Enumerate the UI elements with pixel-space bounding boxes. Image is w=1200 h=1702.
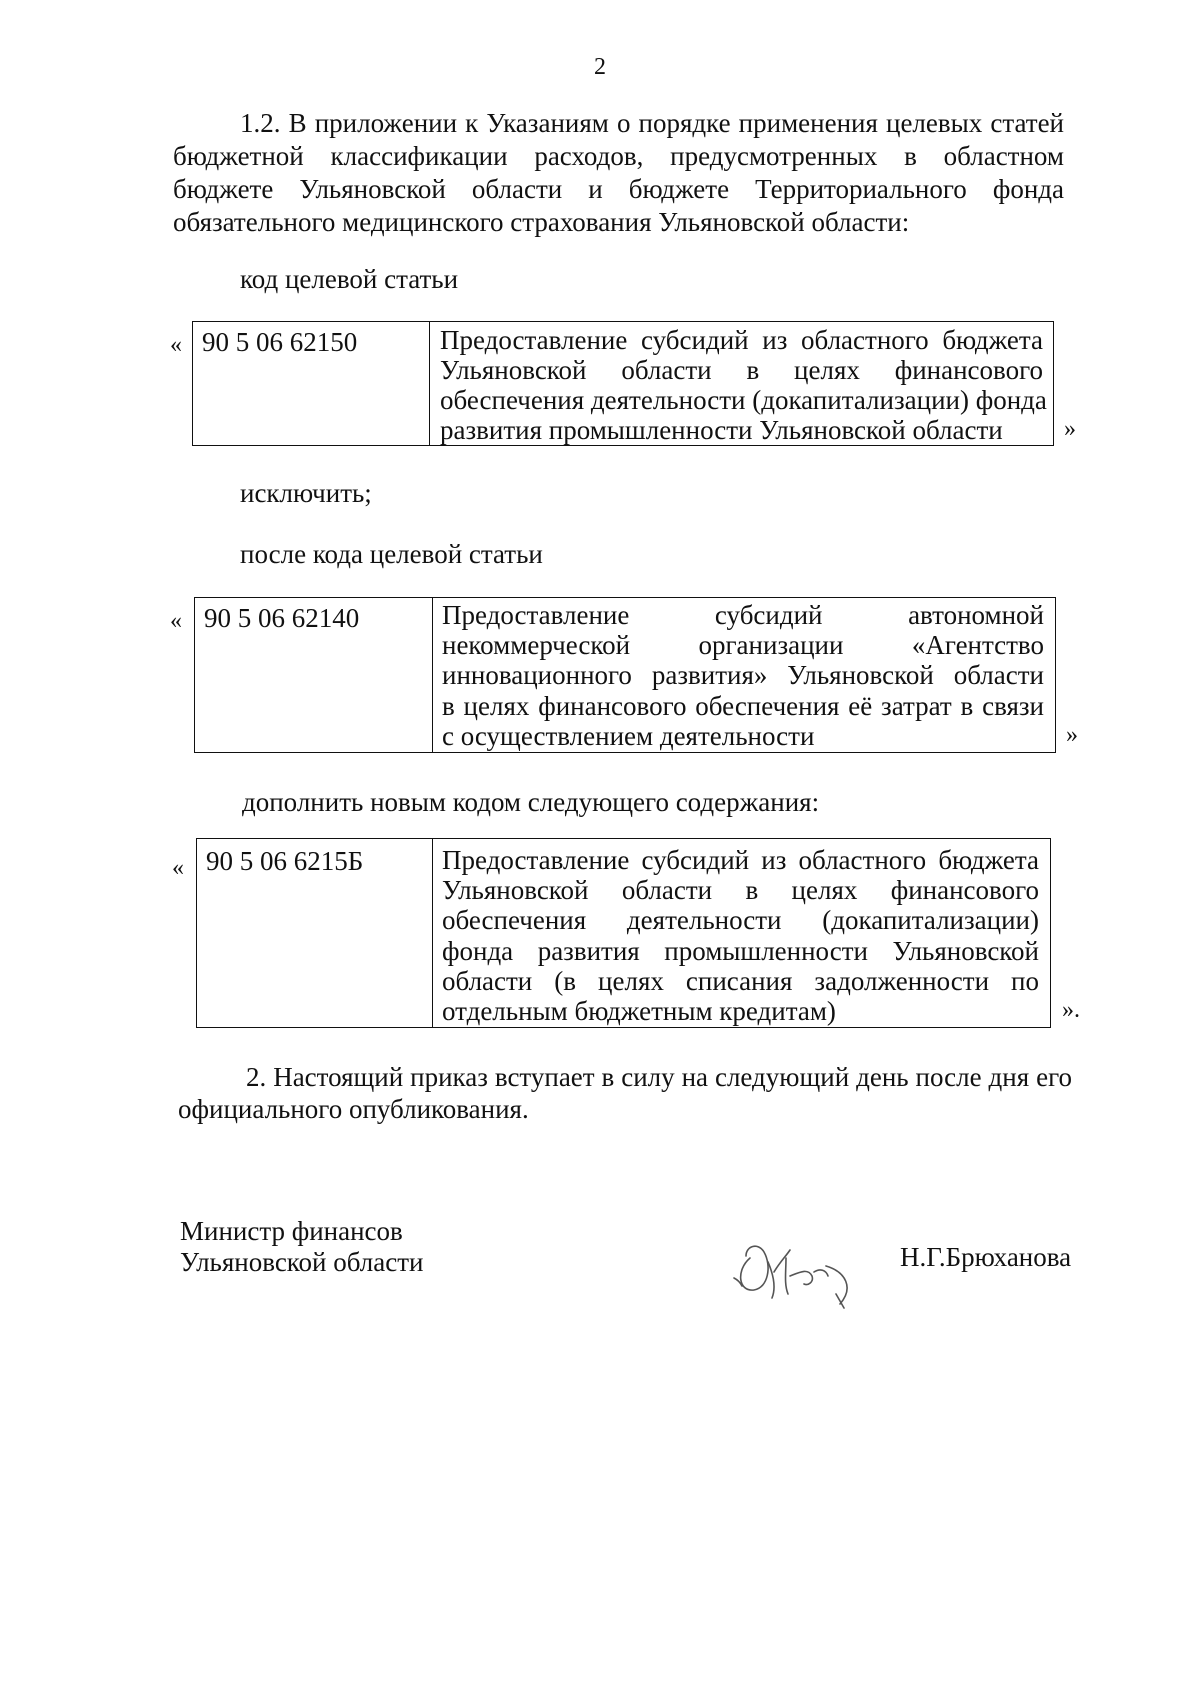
entry-1-open-quote: « [170,332,182,358]
entry-3-line-6: отдельным бюджетным кредитам) [442,996,836,1026]
signatory-name: Н.Г.Брюханова [900,1242,1072,1272]
entry-2-open-quote: « [170,608,182,634]
entry-2-code: 90 5 06 62140 [204,603,360,633]
entry-2-line-5: с осуществлением деятельности [442,721,815,751]
entry-3-line-5: области (в целях списания задолженности по [442,966,1039,996]
section-1-2-line-4: обязательного медицинского страхования Ульяновской области: [173,207,910,237]
entry-3-close-quote: ». [1062,997,1080,1023]
entry-1-close-quote: » [1064,416,1076,442]
label-add: дополнить новым кодом следующего содержания: [242,787,820,817]
entry-2-divider [432,598,433,752]
entry-2-line-1: Предоставление субсидий автономной [442,600,1044,630]
entry-1-line-2: Ульяновской области в целях финансового [440,355,1043,385]
section-1-2-line-3: бюджете Ульяновской области и бюджете Территориального фонда [173,174,1064,204]
signatory-position-line-1: Министр финансов [180,1216,403,1246]
entry-3-line-3: обеспечения деятельности (докапитализации) [442,905,1039,935]
entry-2-line-2: некоммерческой организации «Агентство [442,630,1044,660]
section-2-line-1: 2. Настоящий приказ вступает в силу на следующий день после дня его [246,1062,1072,1092]
signature-stroke-1 [741,1246,768,1290]
section-2-line-2: официального опубликования. [178,1094,529,1124]
section-1-2-line-1: 1.2. В приложении к Указаниям о порядке применения целевых статей [240,108,1064,138]
entry-1-divider [429,322,430,445]
label-exclude: исключить; [240,478,372,508]
label-code: код целевой статьи [240,264,459,294]
entry-3-open-quote: « [172,855,184,881]
entry-3-divider [432,839,433,1027]
entry-3-line-4: фонда развития промышленности Ульяновской [442,936,1039,966]
signature-stroke-4 [826,1266,847,1308]
signature-stroke-2 [768,1250,790,1298]
page-number: 2 [594,54,606,80]
handwritten-signature [728,1232,858,1312]
entry-3-code: 90 5 06 6215Б [206,846,364,876]
signature-stroke-3 [790,1270,828,1285]
entry-2-close-quote: » [1066,722,1078,748]
entry-2-line-4: в целях финансового обеспечения её затрат в связи [442,691,1044,721]
entry-3-line-2: Ульяновской области в целях финансового [442,875,1039,905]
entry-2-line-3: инновационного развития» Ульяновской области [442,660,1044,690]
label-after-code: после кода целевой статьи [240,539,543,569]
signatory-position-line-2: Ульяновской области [180,1247,424,1277]
entry-3-line-1: Предоставление субсидий из областного бюджета [442,845,1039,875]
section-1-2-line-2: бюджетной классификации расходов, предусмотренных в областном [173,141,1064,171]
entry-1-line-3: обеспечения деятельности (докапитализации) фонда [440,385,1047,415]
entry-1-code: 90 5 06 62150 [202,327,358,357]
entry-1-line-1: Предоставление субсидий из областного бюджета [440,325,1043,355]
entry-1-line-4: развития промышленности Ульяновской области [440,415,1003,445]
